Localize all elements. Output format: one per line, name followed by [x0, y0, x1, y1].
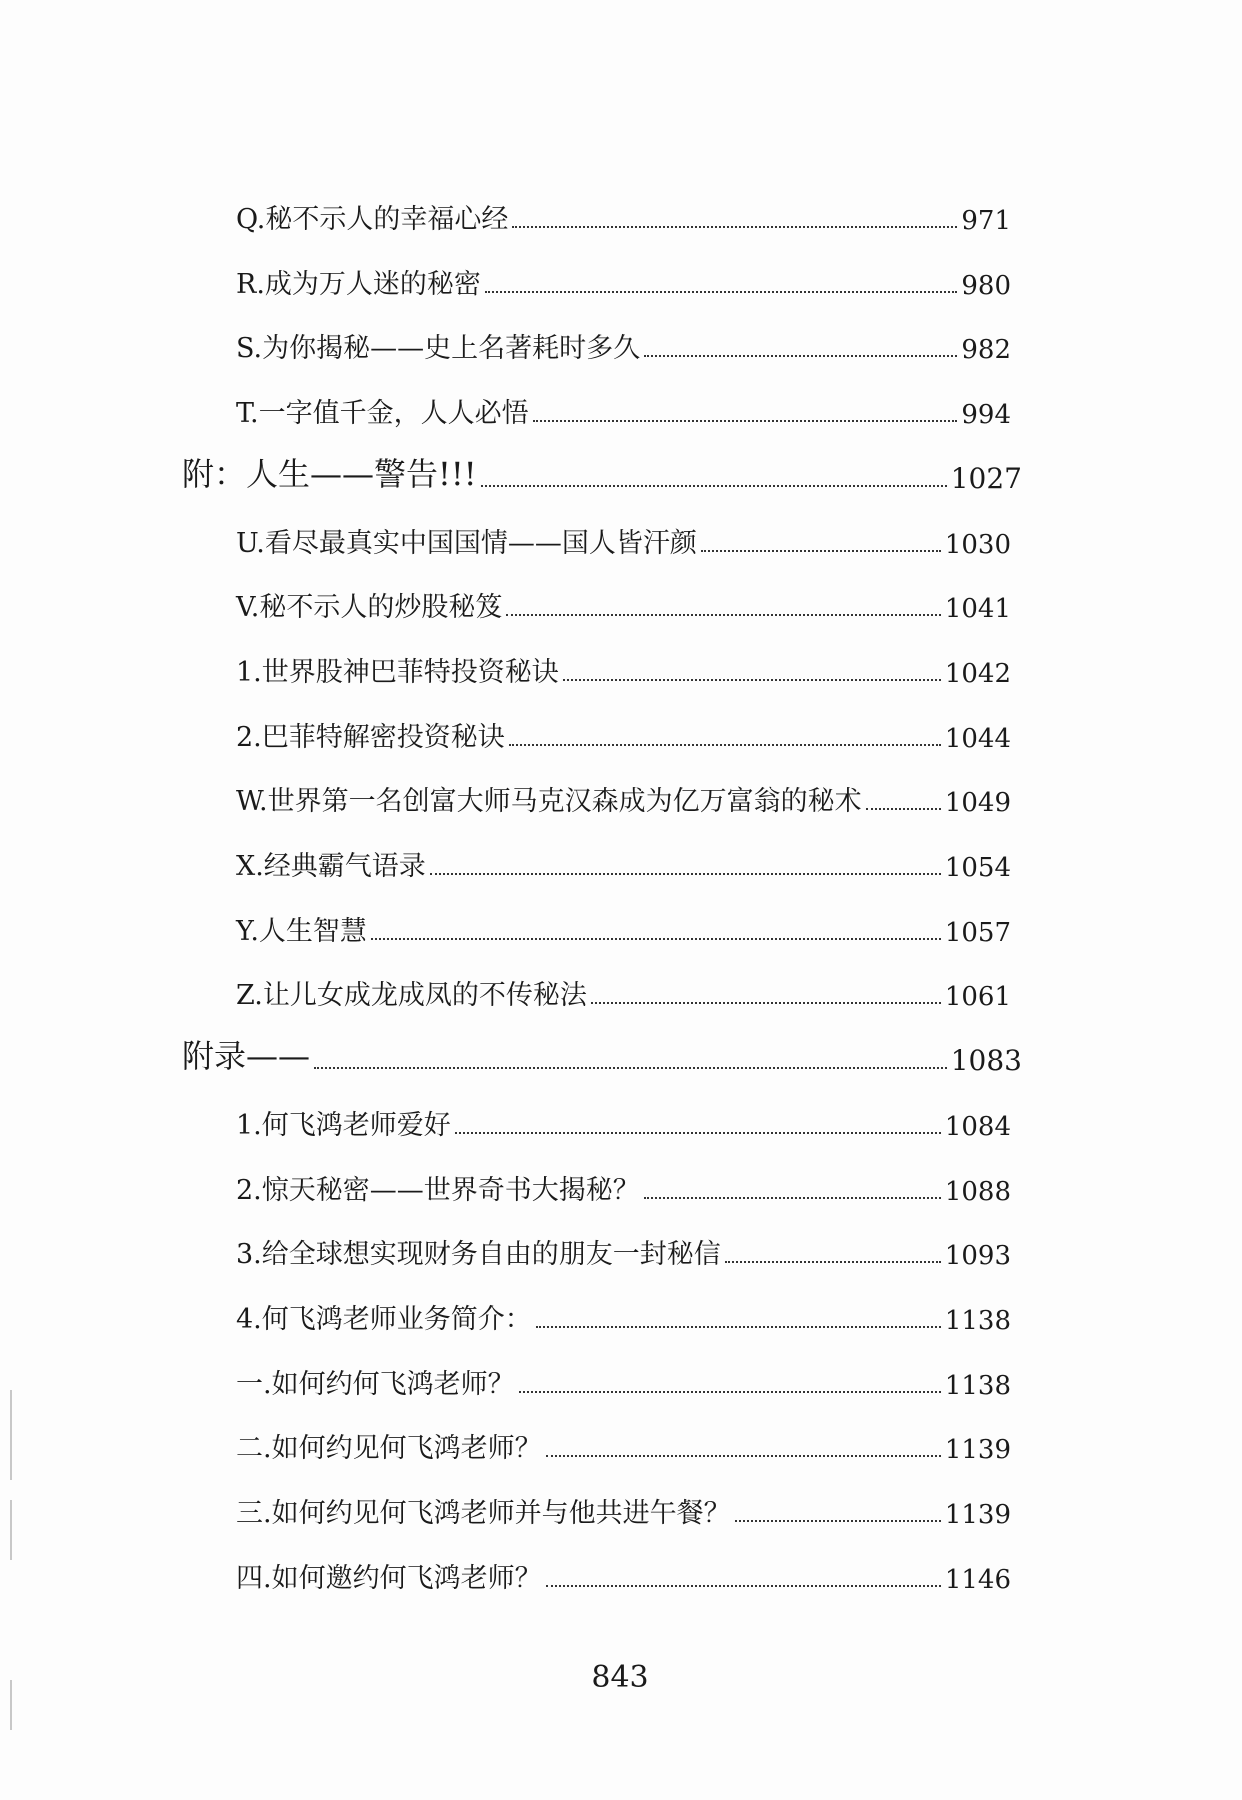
toc-entry-page: 1138 [944, 1371, 1011, 1401]
toc-entry [236, 904, 1011, 948]
toc-entry-title: 2.惊天秘密——世界奇书大揭秘？ [236, 1175, 640, 1206]
toc-entry [236, 710, 1011, 754]
toc-entry-page: 1030 [944, 530, 1011, 560]
toc-section-entry [182, 1033, 1022, 1077]
toc-entry-title: 2.巴菲特解密投资秘诀 [236, 722, 505, 753]
toc-entry [236, 839, 1011, 883]
toc-entry-title: 二.如何约见何飞鸿老师？ [236, 1433, 542, 1464]
toc-entry [236, 1421, 1011, 1465]
dot-leader [481, 485, 947, 487]
dot-leader [536, 1326, 941, 1328]
toc-entry [236, 516, 1011, 560]
toc-entry [236, 1098, 1011, 1142]
dot-leader [485, 291, 957, 293]
toc-entry-title: 四.如何邀约何飞鸿老师？ [236, 1563, 542, 1594]
toc-entry-page: 982 [961, 335, 1011, 365]
toc-entry [236, 645, 1011, 689]
scan-margin-mark [10, 1500, 12, 1560]
dot-leader [371, 938, 941, 940]
toc-entry-title: U.看尽最真实中国国情——国人皆汗颜 [236, 528, 697, 559]
dot-leader [509, 744, 941, 746]
toc-entry-page: 980 [961, 271, 1011, 301]
dot-leader [455, 1132, 941, 1134]
page-number: 843 [591, 1660, 649, 1695]
toc-entry-title: Y.人生智慧 [236, 916, 367, 947]
toc-entry-title: R.成为万人迷的秘密 [236, 269, 481, 300]
toc-entry-title: 1.何飞鸿老师爱好 [236, 1110, 451, 1141]
toc-entry-title: 三.如何约见何飞鸿老师并与他共进午餐？ [236, 1498, 731, 1529]
toc-entry-title: 1.世界股神巴菲特投资秘诀 [236, 657, 559, 688]
toc-entry-title: V.秘不示人的炒股秘笈 [236, 592, 503, 623]
toc-entry-title: 一.如何约何飞鸿老师？ [236, 1369, 515, 1400]
toc-entry-title: X.经典霸气语录 [236, 851, 426, 882]
scan-margin-mark [10, 1390, 12, 1480]
toc-entry-page: 1093 [944, 1241, 1011, 1271]
toc-entry-page: 1139 [944, 1435, 1011, 1465]
toc-entry [236, 386, 1011, 430]
toc-section-entry [182, 451, 1022, 495]
dot-leader [866, 808, 941, 810]
scan-margin-mark [10, 1680, 12, 1730]
toc-entry [236, 1163, 1011, 1207]
toc-entry-page: 1088 [944, 1177, 1011, 1207]
toc-entry-title: 3.给全球想实现财务自由的朋友一封秘信 [236, 1239, 721, 1270]
toc-entry-title: 4.何飞鸿老师业务简介： [236, 1304, 532, 1335]
toc-entry [236, 192, 1011, 236]
toc-entry-title: Q.秘不示人的幸福心经 [236, 204, 509, 235]
toc-entry-page: 1138 [944, 1306, 1011, 1336]
toc-entry-page: 1042 [944, 659, 1011, 689]
dot-leader [591, 1002, 941, 1004]
dot-leader [430, 873, 941, 875]
toc-entry [236, 968, 1011, 1012]
toc-entry-page: 1083 [950, 1044, 1022, 1077]
toc-entry-page: 1054 [944, 853, 1011, 883]
toc-entry [236, 774, 1011, 818]
toc-entry [236, 1292, 1011, 1336]
toc-entry-page: 1139 [944, 1500, 1011, 1530]
dot-leader [546, 1585, 941, 1587]
toc-entry-page: 1041 [944, 594, 1011, 624]
toc-entry-title: S.为你揭秘——史上名著耗时多久 [236, 333, 641, 364]
toc-entry [236, 1551, 1011, 1595]
toc-entry [236, 257, 1011, 301]
toc-entry-title: T.一字值千金，人人必悟 [236, 398, 529, 429]
dot-leader [644, 355, 957, 357]
dot-leader [701, 550, 941, 552]
toc-entry-page: 994 [961, 400, 1011, 430]
toc-entry-title: 附：人生——警告!!! [182, 455, 477, 493]
toc-entry-page: 1027 [950, 462, 1022, 495]
toc-entry-page: 1146 [944, 1565, 1011, 1595]
dot-leader [546, 1455, 941, 1457]
dot-leader [519, 1391, 941, 1393]
toc-entry [236, 580, 1011, 624]
toc-entry [236, 321, 1011, 365]
toc-entry-page: 1061 [944, 982, 1011, 1012]
toc-entry-title: 附录—— [182, 1037, 311, 1075]
toc-entry-page: 1049 [944, 788, 1011, 818]
toc-entry [236, 1486, 1011, 1530]
toc-entry [236, 1227, 1011, 1271]
dot-leader [644, 1197, 941, 1199]
toc-entry-page: 1057 [944, 918, 1011, 948]
toc-entry-page: 971 [961, 206, 1011, 236]
toc-entry-page: 1084 [944, 1112, 1011, 1142]
toc-entry [236, 1357, 1011, 1401]
dot-leader [563, 679, 941, 681]
dot-leader [314, 1067, 947, 1069]
dot-leader [735, 1520, 941, 1522]
dot-leader [725, 1261, 941, 1263]
toc-entry-title: W.世界第一名创富大师马克汉森成为亿万富翁的秘术 [236, 786, 862, 817]
dot-leader [533, 420, 958, 422]
dot-leader [512, 226, 957, 228]
toc-entry-title: Z.让儿女成龙成凤的不传秘法 [236, 980, 587, 1011]
dot-leader [506, 614, 940, 616]
toc-entry-page: 1044 [944, 724, 1011, 754]
